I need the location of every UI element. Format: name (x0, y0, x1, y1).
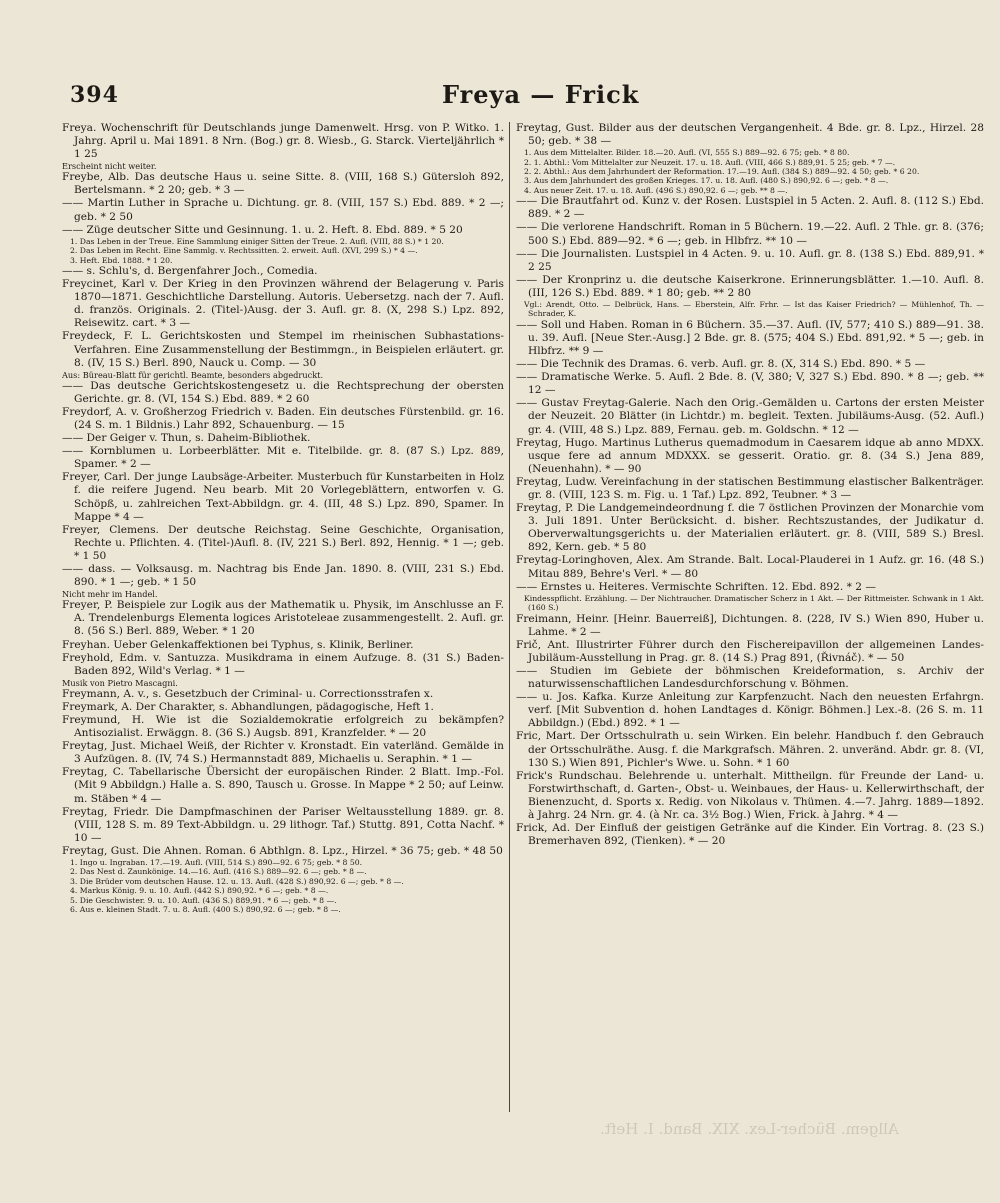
bibliography-entry: Fric, Mart. Der Ortsschulrath u. sein Wirken. Ein belehr. Handbuch f. den Gebrauch der Ortsschulräthe. Ausg. f. die Markgrafsch. Mähren. 2. unveränd. Abdr. gr. 8. (VI, 130 S.) Wien 891, Pichler's Wwe. u. Sohn. * 1 60 (516, 730, 984, 769)
bibliography-entry: —— Die Journalisten. Lustspiel in 4 Acten. 9. u. 10. Aufl. gr. 8. (138 S.) Ebd. 889,91. * 2 25 (516, 247, 984, 273)
bibliography-entry: —— Dramatische Werke. 5. Aufl. 2 Bde. 8. (V, 380; V, 327 S.) Ebd. 890. * 8 —; geb. ** 12 — (516, 371, 984, 397)
bibliography-entry: Freytag, Just. Michael Weiß, der Richter v. Kronstadt. Ein vaterländ. Gemälde in 3 Aufzügen. 8. (IV, 74 S.) Hermannstadt 889, Michaelis u. Seraphin. * 1 — (62, 740, 504, 766)
bibliography-entry: Freytag-Loringhoven, Alex. Am Strande. Balt. Local-Plauderei in 1 Aufz. gr. 16. (48 S.) Mitau 889, Behre's Verl. * — 80 (516, 554, 984, 580)
bibliography-entry: Freyhan. Ueber Gelenkaffektionen bei Typhus, s. Klinik, Berliner. (62, 638, 414, 651)
bibliography-entry: Freytag, Hugo. Martinus Lutherus quemadmodum in Caesarem idque ab anno MDXX. usque fere ad annum MDXXX. se gesserit. Oratio. gr. 8. (34 S.) Jena 889, (Neuenhahn). * — 90 (516, 436, 984, 475)
bibliography-entry: Freimann, Heinr. [Heinr. Bauerreiß], Dichtungen. 8. (228, IV S.) Wien 890, Huber u. Lahme. * 2 — (516, 612, 984, 638)
sub-entry: 2. 1. Abthl.: Vom Mittelalter zur Neuzeit. 17. u. 18. Aufl. (VIII, 466 S.) 889,91. 5 25; geb. * 7 —. (524, 157, 896, 167)
sub-entry: 2. Das Nest d. Zaunkönige. 14.—16. Aufl. (416 S.) 889—92. 6 —; geb. * 8 —. (70, 867, 367, 877)
bibliography-entry: Freybe, Alb. Das deutsche Haus u. seine Sitte. 8. (VIII, 168 S.) Gütersloh 892, Bertelsmann. * 2 20; geb. * 3 — (62, 171, 504, 197)
bibliography-entry: —— Züge deutscher Sitte und Gesinnung. 1. u. 2. Heft. 8. Ebd. 889. * 5 20 (62, 223, 463, 236)
bibliography-entry: —— Der Kronprinz u. die deutsche Kaiserkrone. Erinnerungsblätter. 1.—10. Aufl. 8. (III, 126 S.) Ebd. 889. * 1 80; geb. ** 2 80 (516, 273, 984, 299)
bibliography-entry: Freytag, Ludw. Vereinfachung in der statischen Bestimmung elastischer Balkenträger. gr. 8. (VIII, 123 S. m. Fig. u. 1 Taf.) Lpz. 892, Teubner. * 3 — (516, 475, 984, 501)
entry-note: Aus: Büreau-Blatt für gerichtl. Beamte, besonders abgedruckt. (62, 369, 324, 380)
bibliography-entry: Freytag, Gust. Bilder aus der deutschen Vergangenheit. 4 Bde. gr. 8. Lpz., Hirzel. 28 50; geb. * 38 — (516, 122, 984, 148)
sub-entry: 3. Aus dem Jahrhundert des großen Krieges. 17. u. 18. Aufl. (480 S.) 890,92. 6 —; geb. * 8 —. (524, 176, 889, 186)
sub-entry: Vgl.: Arendt, Otto. — Delbrück, Hans. — Eberstein, Alfr. Frhr. — Ist das Kaiser Friedrich? — Mühlenhof, Th. — Schrader, K. (524, 299, 984, 319)
bibliography-entry: —— Die verlorene Handschrift. Roman in 5 Büchern. 19.—22. Aufl. 2 Thle. gr. 8. (376; 500 S.) Ebd. 889—92. * 6 —; geb. in Hlbfrz. ** 10 — (516, 221, 984, 247)
bibliography-entry: —— dass. — Volksausg. m. Nachtrag bis Ende Jan. 1890. 8. (VIII, 231 S.) Ebd. 890. * 1 —; geb. * 1 50 (62, 563, 504, 589)
running-title: Freya — Frick (442, 80, 640, 109)
bibliography-entry: Freyer, P. Beispiele zur Logik aus der Mathematik u. Physik, im Anschlusse an F. A. Trendelenburgs Elementa logices Aristoteleae zusammengestellt. 2. Aufl. gr. 8. (56 S.) Berl. 889, Weber. * 1 20 (62, 599, 504, 638)
bibliography-entry: Freytag, Gust. Die Ahnen. Roman. 6 Abthlgn. 8. Lpz., Hirzel. * 36 75; geb. * 48 50 (62, 844, 503, 857)
bibliography-entry: Frič, Ant. Illustrirter Führer durch den Fischereipavillon der allgemeinen Landes-Jubiläum-Ausstellung in Prag. gr. 8. (14 S.) Prag 891, (Řivnáč). * — 50 (516, 638, 984, 664)
bibliography-entry: Frick's Rundschau. Belehrende u. unterhalt. Mittheilgn. für Freunde der Land- u. Forstwirthschaft, d. Garten-, Obst- u. Weinbaues, der Haus- u. Kellerwirthschaft, der Bienenzucht, d. Sports x. Redig. von Nikolaus v. Thümen. 4.—7. Jahrg. 1889—1892. à Jahrg. 24 Nrn. gr. 4. (à Nr. ca. 3½ Bog.) Wien, Frick. à Jahrg. * 4 — (516, 769, 984, 821)
column-divider (509, 122, 510, 1112)
bibliography-entry: Freytag, Friedr. Die Dampfmaschinen der Pariser Weltausstellung 1889. gr. 8. (VIII, 128 S. m. 89 Text-Abbildgn. u. 29 lithogr. Taf.) Stuttg. 891, Cotta Nachf. * 10 — (62, 805, 504, 844)
sub-entry: 2. 2. Abthl.: Aus dem Jahrhundert der Reformation. 17.—19. Aufl. (384 S.) 889—92. 4 50; geb. * 6 20. (524, 167, 920, 176)
sub-entry: 4. Aus neuer Zeit. 17. u. 18. Aufl. (496 S.) 890,92. 6 —; geb. ** 8 —. (524, 185, 788, 195)
bibliography-entry: Freyer, Clemens. Der deutsche Reichstag. Seine Geschichte, Organisation, Rechte u. Pflichten. 4. (Titel-)Aufl. 8. (IV, 221 S.) Berl. 892, Hennig. * 1 —; geb. * 1 50 (62, 523, 504, 562)
entry-note: Nicht mehr im Handel. (62, 589, 158, 600)
bibliography-entry: Freymark, A. Der Charakter, s. Abhandlungen, pädagogische, Heft 1. (62, 700, 434, 713)
bibliography-entry: —— Die Brautfahrt od. Kunz v. der Rosen. Lustspiel in 5 Acten. 2. Aufl. 8. (112 S.) Ebd. 889. * 2 — (516, 195, 984, 221)
entry-note: Erscheint nicht weiter. (62, 161, 157, 172)
page-header (62, 80, 980, 120)
bibliography-entry: Freycinet, Karl v. Der Krieg in den Provinzen während der Belagerung v. Paris 1870—1871. Geschichtliche Darstellung. Autoris. Uebersetzg. nach der 7. Aufl. d. französ. Originals. 2. (Titel-)Ausg. der 3. Aufl. gr. 8. (X, 298 S.) Lpz. 892, Reisewitz. cart. * 3 — (62, 278, 504, 330)
bibliography-entry: —— Studien im Gebiete der böhmischen Kreideformation, s. Archiv der naturwissenschaftlichen Landesdurchforschung v. Böhmen. (516, 664, 984, 691)
bibliography-entry: —— Gustav Freytag-Galerie. Nach den Orig.-Gemälden u. Cartons der ersten Meister der Neuzeit. 20 Blätter (in Lichtdr.) m. begleit. Texten. Jubiläums-Ausg. (52. Aufl.) gr. 4. (VIII, 48 S.) Lpz. 889, Fernau. geb. m. Goldschn. * 12 — (516, 397, 984, 436)
bibliography-entry: —— s. Schlu's, d. Bergenfahrer Joch., Comedia. (62, 264, 318, 277)
bibliography-entry: Freydorf, A. v. Großherzog Friedrich v. Baden. Ein deutsches Fürstenbild. gr. 16. (24 S. m. 1 Bildnis.) Lahr 892, Schauenburg. — 15 (62, 405, 504, 431)
bibliography-entry: Freymund, H. Wie ist die Sozialdemokratie erfolgreich zu bekämpfen? Antisozialist. Erwäggn. 8. (36 S.) Augsb. 891, Kranzfelder. * — 20 (62, 713, 504, 740)
sub-entry: 3. Heft. Ebd. 1888. * 1 20. (70, 255, 173, 265)
bibliography-entry: Freytag, P. Die Landgemeindeordnung f. die 7 östlichen Provinzen der Monarchie vom 3. Juli 1891. Unter Berücksicht. d. bisher. Rechtszustandes, der Judikatur d. Oberverwaltungsgerichts u. der Materialien erläutert. gr. 8. (VIII, 589 S.) Bresl. 892, Kern. geb. * 5 80 (516, 502, 984, 554)
bibliography-entry: Freytag, C. Tabellarische Übersicht der europäischen Rinder. 2 Blatt. Imp.-Fol. (Mit 9 Abbildgn.) Halle a. S. 890, Tausch u. Grosse. In Mappe * 2 50; auf Leinw. m. Stäben * 4 — (62, 766, 504, 805)
sub-entry: 3. Die Brüder vom deutschen Hause. 12. u. 13. Aufl. (428 S.) 890,92. 6 —; geb. * 8 —. (70, 876, 404, 886)
sub-entry: 1. Ingo u. Ingraban. 17.—19. Aufl. (VIII, 514 S.) 890—92. 6 75; geb. * 8 50. (70, 858, 363, 867)
bleedthrough-text: Allgem. Bücher-Lex. XIX. Band. I. Heft. (600, 1120, 899, 1138)
sub-entry: 6. Aus e. kleinen Stadt. 7. u. 8. Aufl. (400 S.) 890,92. 6 —; geb. * 8 —. (70, 905, 341, 915)
right-column (516, 122, 984, 1122)
bibliography-entry: —— Martin Luther in Sprache u. Dichtung. gr. 8. (VIII, 157 S.) Ebd. 889. * 2 —; geb. * 2 50 (62, 197, 504, 223)
bibliography-entry: Freya. Wochenschrift für Deutschlands junge Damenwelt. Hrsg. von P. Witko. 1. Jahrg. April u. Mai 1891. 8 Nrn. (Bog.) gr. 8. Wiesb., G. Starck. Vierteljährlich * 1 25 (62, 122, 504, 161)
sub-entry: Kindesspflicht. Erzählung. — Der Nichtraucher. Dramatischer Scherz in 1 Akt. — Der Rittmeister. Schwank in 1 Akt. (160 S.) (524, 593, 984, 613)
entry-note: Musik von Pietro Mascagni. (62, 677, 178, 688)
bibliography-entry: —— u. Jos. Kafka. Kurze Anleitung zur Karpfenzucht. Nach den neuesten Erfahrgn. verf. [Mit Subvention d. hohen Landtages d. Königr. Böhmen.] Lex.-8. (26 S. m. 11 Abbildgn.) (Ebd.) 892. * 1 — (516, 691, 984, 730)
bibliography-entry: Freyhold, Edm. v. Santuzza. Musikdrama in einem Aufzuge. 8. (31 S.) Baden-Baden 892, Wild's Verlag. * 1 — (62, 651, 504, 677)
sub-entry: 4. Markus König. 9. u. 10. Aufl. (442 S.) 890,92. * 6 —; geb. * 8 —. (70, 886, 329, 896)
sub-entry: 1. Das Leben in der Treue. Eine Sammlung einiger Sitten der Treue. 2. Aufl. (VIII, 88 S.) * 1 20. (70, 236, 444, 246)
bibliography-entry: —— Das deutsche Gerichtskostengesetz u. die Rechtsprechung der obersten Gerichte. gr. 8. (VI, 154 S.) Ebd. 889. * 2 60 (62, 379, 504, 405)
sub-entry: 2. Das Leben im Recht. Eine Sammlg. v. Rechtssitten. 2. erweit. Aufl. (XVI, 299 S.) * 4 —. (70, 246, 418, 256)
bibliography-entry: —— Der Geiger v. Thun, s. Daheim-Bibliothek. (62, 432, 311, 445)
bibliography-entry: Frick, Ad. Der Einfluß der geistigen Getränke auf die Kinder. Ein Vortrag. 8. (23 S.) Bremerhaven 892, (Tienken). * — 20 (516, 822, 984, 848)
sub-entry: 1. Aus dem Mittelalter. Bilder. 18.—20. Aufl. (VI, 555 S.) 889—92. 6 75; geb. * 8 80. (524, 148, 850, 158)
bibliography-entry: Freymann, A. v., s. Gesetzbuch der Criminal- u. Correctionsstrafen x. (62, 687, 434, 700)
bibliography-entry: —— Soll und Haben. Roman in 6 Büchern. 35.—37. Aufl. (IV, 577; 410 S.) 889—91. 38. u. 39. Aufl. [Neue Ster.-Ausg.] 2 Bde. gr. 8. (575; 404 S.) Ebd. 891,92. * 5 —; geb. in Hlbfrz. ** 9 — (516, 318, 984, 357)
bibliography-entry: Freyer, Carl. Der junge Laubsäge-Arbeiter. Musterbuch für Kunstarbeiten in Holz f. die reifere Jugend. Neu bearb. Mit 20 Vorlegeblättern, entworfen v. G. Schöpß, u. zahlreichen Text-Abbildgn. gr. 4. (III, 48 S.) Lpz. 890, Spamer. In Mappe * 4 — (62, 471, 504, 523)
bibliography-entry: —— Die Technik des Dramas. 6. verb. Aufl. gr. 8. (X, 314 S.) Ebd. 890. * 5 — (516, 358, 926, 371)
bibliography-entry: —— Ernstes u. Heiteres. Vermischte Schriften. 12. Ebd. 892. * 2 — (516, 580, 876, 593)
bibliography-entry: Freydeck, F. L. Gerichtskosten und Stempel im rheinischen Subhastations-Verfahren. Eine Zusammenstellung der Bestimmgn., in Beispielen erläutert. gr. 8. (IV, 15 S.) Berl. 890, Nauck u. Comp. — 30 (62, 330, 504, 369)
page-number: 394 (70, 82, 119, 108)
sub-entry: 5. Die Geschwister. 9. u. 10. Aufl. (436 S.) 889,91. * 6 —; geb. * 8 —. (70, 895, 337, 905)
left-column (62, 122, 504, 1122)
bibliography-entry: —— Kornblumen u. Lorbeerblätter. Mit e. Titelbilde. gr. 8. (87 S.) Lpz. 889, Spamer. * 2 — (62, 445, 504, 471)
